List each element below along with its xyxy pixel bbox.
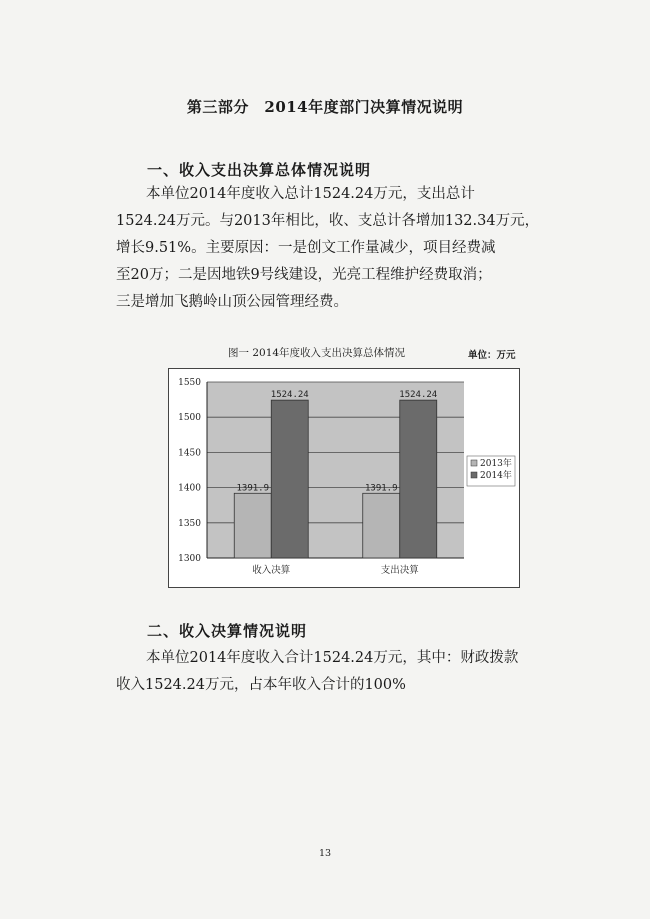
paragraph-line: 至20万；二是因地铁9号线建设，光亮工程维护经费取消； [116, 267, 492, 283]
income-paragraph [116, 645, 571, 699]
bar [271, 400, 308, 558]
bar [234, 493, 271, 558]
paragraph-line: 本单位2014年度收入总计1524.24万元，支出总计 [146, 186, 475, 202]
data-label: 1391.9 [236, 483, 270, 494]
section-heading-income: 二、收入决算情况说明 [147, 622, 308, 640]
legend-label: 2013年 [480, 459, 512, 469]
data-label: 1524.24 [270, 390, 309, 401]
chart-canvas [169, 369, 521, 589]
bar-chart [168, 368, 520, 588]
legend-swatch [471, 472, 477, 478]
paragraph-line: 1524.24万元。与2013年相比，收、支总计各增加132.34万元， [116, 213, 540, 229]
overview-paragraph [116, 181, 571, 316]
y-tick-label: 1500 [178, 413, 201, 424]
chart-unit: 单位：万元 [468, 350, 516, 361]
section-heading-overview: 一、收入支出决算总体情况说明 [147, 161, 372, 179]
y-tick-label: 1400 [178, 483, 201, 494]
legend-swatch [471, 460, 477, 466]
paragraph-line: 增长9.51%。主要原因：一是创文工作量减少，项目经费减 [116, 240, 496, 256]
page-number: 13 [318, 848, 332, 859]
bar [400, 400, 437, 558]
paragraph-line: 收入1524.24万元，占本年收入合计的100% [116, 677, 406, 693]
chart-caption: 图一 2014年度收入支出决算总体情况 [228, 347, 406, 359]
y-tick-label: 1300 [178, 554, 201, 564]
data-label: 1524.24 [399, 390, 438, 401]
y-tick-label: 1350 [178, 518, 201, 529]
bar [363, 493, 400, 558]
paragraph-line: 三是增加飞鹅岭山顶公园管理经费。 [116, 294, 348, 310]
data-label: 1391.9 [364, 483, 398, 494]
page-title: 第三部分 2014年度部门决算情况说明 [186, 98, 464, 116]
x-tick-label: 收入决算 [252, 565, 291, 576]
legend-label: 2014年 [480, 471, 512, 481]
x-tick-label: 支出决算 [380, 565, 419, 576]
paragraph-line: 本单位2014年度收入合计1524.24万元，其中：财政拨款 [146, 650, 519, 666]
y-tick-label: 1450 [178, 448, 201, 459]
y-tick-label: 1550 [178, 378, 201, 388]
